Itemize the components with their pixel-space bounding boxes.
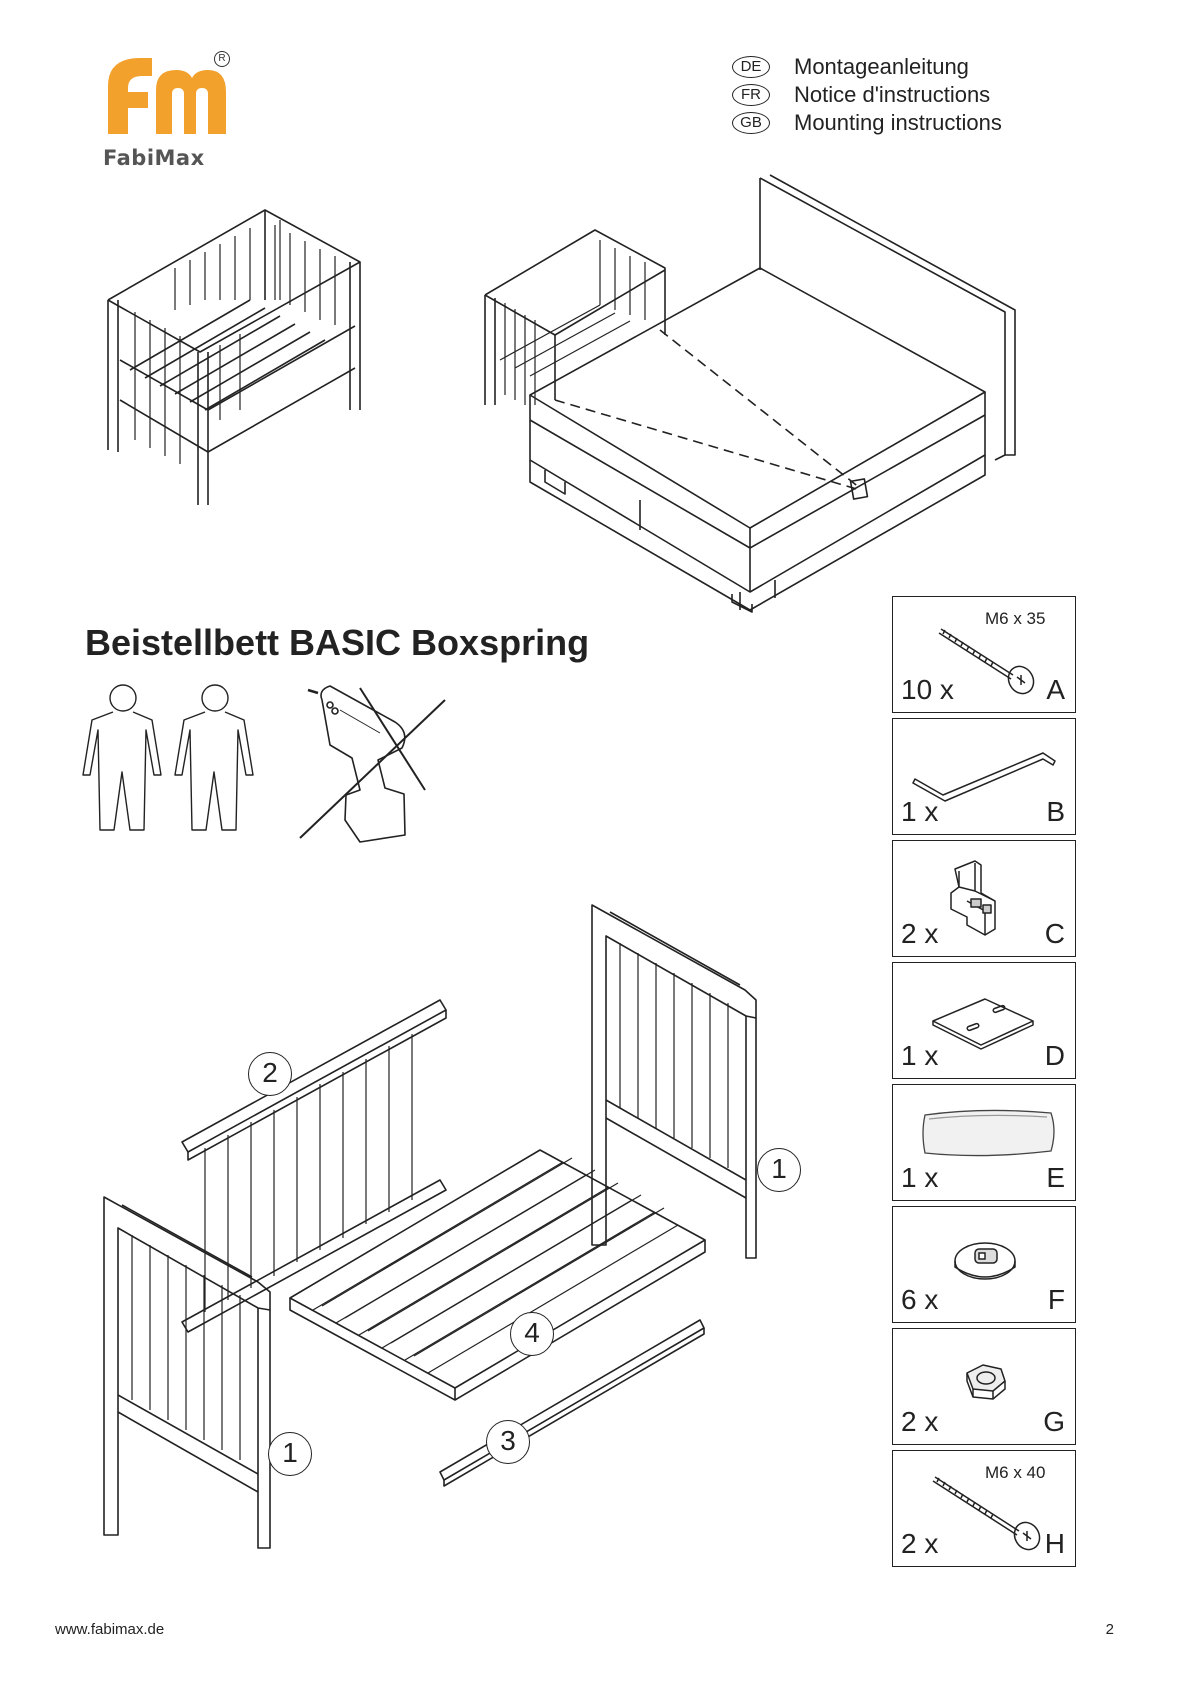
part-letter: G — [1043, 1406, 1065, 1437]
part-h — [892, 1450, 1076, 1567]
part-letter: H — [1044, 1528, 1065, 1559]
part-spec: M6 x 35 — [985, 609, 1046, 628]
no-power-drill-icon — [300, 686, 445, 842]
language-code: GB — [732, 112, 770, 134]
language-code: DE — [732, 56, 770, 78]
boxspring-bed-illustration — [485, 175, 1015, 612]
parts-list — [892, 596, 1076, 1572]
part-quantity: 6 x — [901, 1284, 939, 1315]
two-persons-icon — [83, 685, 253, 830]
page-number: 2 — [1105, 1621, 1114, 1638]
part-e — [892, 1084, 1076, 1201]
footer-url: www.fabimax.de — [55, 1621, 165, 1638]
part-quantity: 10 x — [901, 674, 954, 705]
language-label: Montageanleitung — [794, 54, 969, 79]
part-c — [892, 840, 1076, 957]
part-b — [892, 718, 1076, 835]
part-quantity: 2 x — [901, 918, 939, 949]
language-code: FR — [732, 84, 770, 106]
product-title: Beistellbett BASIC Boxspring — [85, 622, 590, 663]
language-label: Mounting instructions — [794, 110, 1002, 135]
part-g — [892, 1328, 1076, 1445]
callout-base-frame: 4 — [510, 1312, 554, 1356]
language-label: Notice d'instructions — [794, 82, 991, 107]
part-quantity: 1 x — [901, 1162, 939, 1193]
crib-standalone-illustration — [108, 210, 360, 505]
part-quantity: 2 x — [901, 1528, 939, 1559]
part-spec: M6 x 40 — [985, 1463, 1046, 1482]
callout-rail: 3 — [486, 1420, 530, 1464]
part-letter: D — [1044, 1040, 1065, 1071]
part-d — [892, 962, 1076, 1079]
callout-end-panel-left: 1 — [268, 1432, 312, 1476]
part-quantity: 1 x — [901, 1040, 939, 1071]
part-letter: F — [1047, 1284, 1065, 1315]
assembly-exploded-view — [104, 905, 756, 1548]
part-letter: A — [1046, 674, 1065, 705]
brand-name: FabiMax — [103, 146, 205, 170]
callout-side-panel: 2 — [248, 1052, 292, 1096]
registered-mark: R — [214, 51, 230, 67]
part-letter: E — [1046, 1162, 1065, 1193]
part-f — [892, 1206, 1076, 1323]
part-letter: B — [1046, 796, 1065, 827]
callout-end-panel-right: 1 — [757, 1148, 801, 1192]
part-letter: C — [1044, 918, 1065, 949]
part-a — [892, 596, 1076, 713]
part-quantity: 2 x — [901, 1406, 939, 1437]
part-quantity: 1 x — [901, 796, 939, 827]
